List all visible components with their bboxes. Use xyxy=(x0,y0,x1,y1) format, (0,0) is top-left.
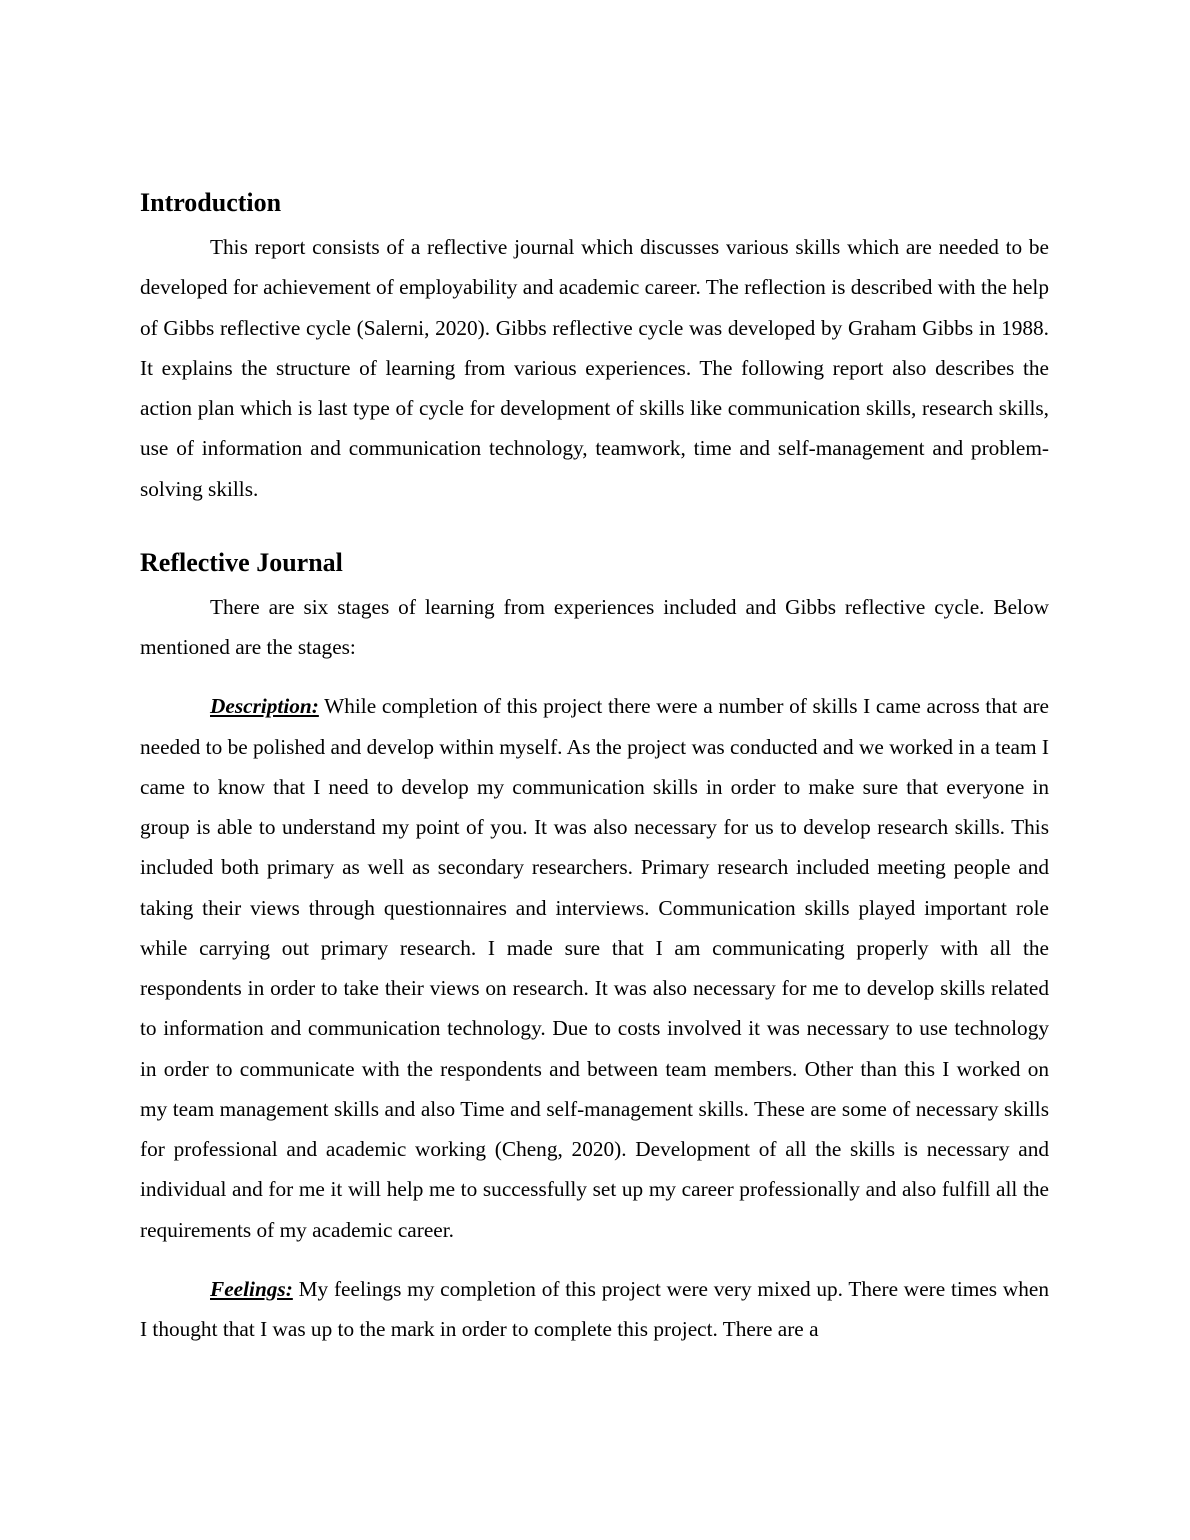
document-page xyxy=(140,183,1049,1349)
introduction-heading: Introduction xyxy=(140,188,282,217)
description-term: Description: xyxy=(210,694,319,719)
reflective-journal-intro-paragraph: There are six stages of learning from experiences included and Gibbs reflective cycle. Below mentioned are the stages: xyxy=(140,594,1049,659)
feelings-paragraph xyxy=(140,1269,1049,1350)
description-text: While completion of this project there were a number of skills I came across that are needed to be polished and develop within myself. As the project was conducted and we worked in a team I came to know that I need to develop my communication skills in order to make sure that everyone in group is able to understand my point of you. It was also necessary for us to develop research skills. This included both primary as well as secondary researchers. Primary research included meeting people and taking their views through questionnaires and interviews. Communication skills played important role while carrying out primary research. I made sure that I am communicating properly with all the respondents in order to take their views on research. It was also necessary for me to develop skills related to information and communication technology. Due to costs involved it was necessary to use technology in order to communicate with the respondents and between team members. Other than this I worked on my team management skills and also Time and self-management skills. These are some of necessary skills for professional and academic working (Cheng, 2020). Development of all the skills is necessary and individual and for me it will help me to successfully set up my career professionally and also fulfill all the requirements of my academic career. xyxy=(140,694,1049,1242)
introduction-paragraph: This report consists of a reflective journal which discusses various skills which are needed to be developed for achievement of employability and academic career. The reflection is described with the help of Gibbs reflective cycle (Salerni, 2020). Gibbs reflective cycle was developed by Graham Gibbs in 1988. It explains the structure of learning from various experiences. The following report also describes the action plan which is last type of cycle for development of skills like communication skills, research skills, use of information and communication technology, teamwork, time and self-management and problem-solving skills. xyxy=(140,235,1049,501)
reflective-journal-heading: Reflective Journal xyxy=(140,547,343,577)
feelings-term: Feelings: xyxy=(210,1276,293,1301)
description-paragraph xyxy=(140,686,1049,1250)
feelings-text: My feelings my completion of this project were very mixed up. There were times when I thought that I was up to the mark in order to complete this project. There are a xyxy=(140,1276,1049,1341)
